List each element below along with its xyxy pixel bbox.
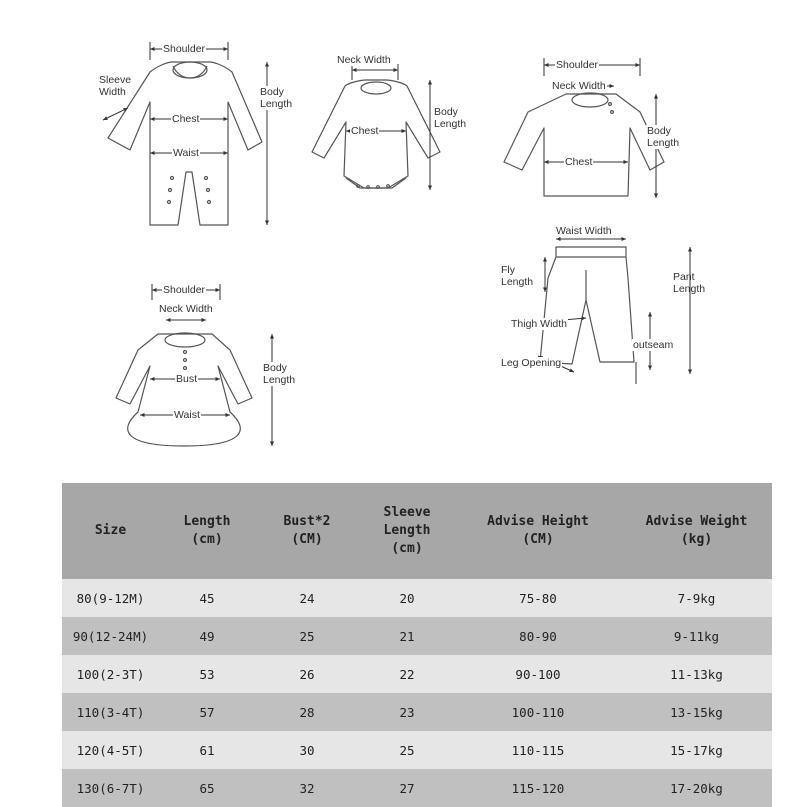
romper-sleeve-width-label: Sleeve Width [99, 74, 132, 98]
length-cell: 65 [159, 769, 255, 807]
size-cell: 90(12-24M) [62, 617, 159, 655]
pants-waist-width-label: Waist Width [556, 225, 612, 237]
pants-pant-length-label: Pant Length [673, 271, 706, 295]
table-row [62, 655, 772, 693]
dress-waist-label: Waist [174, 409, 200, 421]
table-row [62, 693, 772, 731]
romper-body-length-label: Body Length [260, 86, 293, 110]
top-shoulder-label: Shoulder [556, 59, 599, 71]
height-cell: 90-100 [455, 655, 621, 693]
length-cell: 45 [159, 579, 255, 617]
header-advise-height: Advise Height (CM) [455, 483, 621, 579]
header-length: Length (cm) [159, 483, 255, 579]
pants-fly-length-label: Fly Length [501, 264, 534, 288]
table-row [62, 769, 772, 807]
weight-cell: 9-11kg [621, 617, 772, 655]
bodysuit-chest-label: Chest [351, 125, 379, 137]
top-chest-label: Chest [565, 156, 593, 168]
top-body-length-label: Body Length [646, 125, 682, 149]
weight-cell: 17-20kg [621, 769, 772, 807]
height-cell: 110-115 [455, 731, 621, 769]
romper-waist-label: Waist [173, 147, 199, 159]
table-row [62, 617, 772, 655]
weight-cell: 11-13kg [621, 655, 772, 693]
size-cell: 80(9-12M) [62, 579, 159, 617]
romper-shoulder-label: Shoulder [163, 43, 206, 55]
sleeve-cell: 25 [359, 731, 455, 769]
size-cell: 120(4-5T) [62, 731, 159, 769]
size-cell: 110(3-4T) [62, 693, 159, 731]
dress-neck-width-label: Neck Width [159, 303, 213, 315]
header-bust: Bust*2 (CM) [255, 483, 359, 579]
bust-cell: 28 [255, 693, 359, 731]
header-sleeve-length: Sleeve Length (cm) [359, 483, 455, 579]
dress-drawing [116, 333, 252, 446]
sleeve-cell: 22 [359, 655, 455, 693]
pants-thigh-width-label: Thigh Width [511, 318, 568, 330]
table-row [62, 579, 772, 617]
size-cell: 100(2-3T) [62, 655, 159, 693]
height-cell: 100-110 [455, 693, 621, 731]
top-neck-width-label: Neck Width [552, 80, 606, 92]
weight-cell: 7-9kg [621, 579, 772, 617]
length-cell: 53 [159, 655, 255, 693]
bust-cell: 24 [255, 579, 359, 617]
height-cell: 80-90 [455, 617, 621, 655]
table-row [62, 731, 772, 769]
size-chart-table [62, 483, 772, 807]
dress-bust-label: Bust [176, 373, 198, 385]
romper-chest-label: Chest [172, 113, 200, 125]
header-advise-weight: Advise Weight (kg) [621, 483, 772, 579]
length-cell: 61 [159, 731, 255, 769]
bodysuit-body-length-label: Body Length [434, 106, 467, 130]
bust-cell: 30 [255, 731, 359, 769]
length-cell: 57 [159, 693, 255, 731]
bust-cell: 26 [255, 655, 359, 693]
bodysuit-neck-width-label: Neck Width [337, 54, 391, 66]
size-cell: 130(6-7T) [62, 769, 159, 807]
dress-shoulder-label: Shoulder [163, 284, 206, 296]
pants-leg-opening-label: Leg Opening [501, 357, 562, 369]
dress-body-length-label: Body Length [263, 362, 296, 386]
table-header-row [62, 483, 772, 579]
height-cell: 115-120 [455, 769, 621, 807]
pants-drawing [540, 247, 634, 364]
sleeve-cell: 21 [359, 617, 455, 655]
pants-outseam-label: outseam [633, 339, 674, 351]
weight-cell: 15-17kg [621, 731, 772, 769]
sleeve-cell: 27 [359, 769, 455, 807]
length-cell: 49 [159, 617, 255, 655]
height-cell: 75-80 [455, 579, 621, 617]
bust-cell: 32 [255, 769, 359, 807]
bust-cell: 25 [255, 617, 359, 655]
sleeve-cell: 20 [359, 579, 455, 617]
top-drawing [504, 93, 664, 196]
sleeve-cell: 23 [359, 693, 455, 731]
weight-cell: 13-15kg [621, 693, 772, 731]
header-size: Size [62, 483, 159, 579]
